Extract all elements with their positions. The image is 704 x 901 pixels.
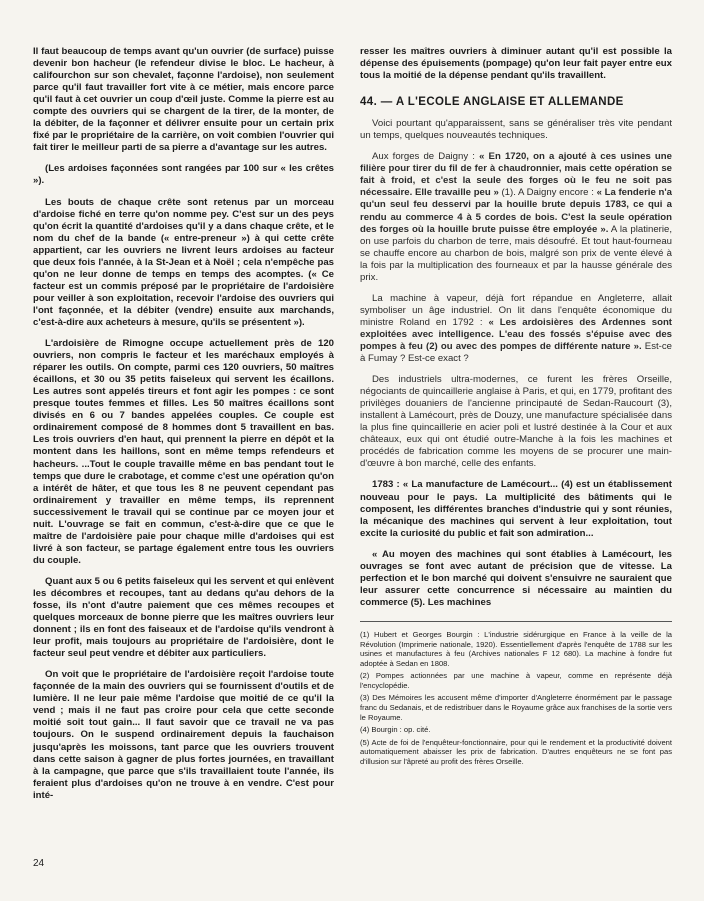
footnote: (5) Acte de foi de l'enquêteur-fonctionnaire, pour qui le rendement et la productivité doivent automatiquement abaisser les prix de fabrication. D'autres enquêteurs ne se font pas d'illusion sur l'âpreté au profit des frères Orseille.	[360, 737, 672, 767]
footnote: (1) Hubert et Georges Bourgin : L'industrie sidérurgique en France à la veille de la Révolution (Imprimerie nationale, 1920). Essentiellement d'après l'enquête de 1788 sur les usines et manufactures à feu (Archives nationales F 12 680). La machine à fondre fut adoptée à Sedan en 1808.	[360, 629, 672, 668]
paragraph: 1783 : « La manufacture de Lamécourt... (4) est un établissement nouveau pour le pays. La multiplicité des bâtiments qui le composent, les différentes branches d'industrie qui y sont réunies, la mécanique des machines qui servent à leur exploitation, tout excite la curiosité du public et fait son admiration...	[360, 479, 672, 539]
paragraph: resser les maîtres ouvriers à diminuer autant qu'il est possible la dépense des épuisements (pompage) qu'on leur fait payer entre eux tous la moitié de la dépense pendant qu'ils travaillent.	[360, 46, 672, 82]
text-run: La machine à vapeur, déjà fort répandue en Angleterre, allait symboliser un âge industriel. On lit dans l'enquête économique du ministre Roland en 1792 :	[360, 292, 672, 328]
quote: « Les ardoisières des Ardennes sont exploitées avec intelligence. L'eau des fossés s'épuise avec des pompes à feu (2) ou avec des pompes de différente nature ».	[360, 316, 672, 352]
paragraph: Il faut beaucoup de temps avant qu'un ouvrier (de surface) puisse devenir bon hacheur (le refendeur divise le bloc. Le hacheur, à califourchon sur son chevalet, façonne l'ardoise), non seulement parce qu'il faut travailler fort vite à ce métier, mais encore parce qu'il faut à cet ouvrier un coup d'œil juste. Comme la pierre est au compte des ouvriers qui se chargent de la tirer, de la monter, de la débiter, de la façonner et délivrer ensuite pour un certain prix fixé par le propriétaire de la carrière, on voit combien l'ouvrier qui fait tirer le meilleur parti de sa pierre a d'avantage sur les autres.	[33, 46, 334, 154]
paragraph	[360, 293, 672, 365]
paragraph: (Les ardoises façonnées sont rangées par 100 sur « les crêtes »).	[33, 163, 334, 187]
paragraph: Quant aux 5 ou 6 petits faiseleux qui les servent et qui enlèvent les décombres et recoupes, tant au dedans qu'au dehors de la fosse, ils n'ont d'autre paiement que ces mêmes recoupes et quelques morceaux de bonne pierre que les maîtres ouvriers leur donnent ; ils en font des faiseaux et de l'ardoise qu'ils vendront à leur profit, mais toujours au propriétaire de l'ardoisière, dont le facteur seul peut vendre et débiter aux particuliers.	[33, 575, 334, 660]
page-number: 24	[33, 858, 45, 869]
paragraph: Les bouts de chaque crête sont retenus par un morceau d'ardoise fiché en terre qu'on nomme pey. C'est sur un des peys qu'on écrit la quantité d'ardoises qu'il y a dans chaque crête, et le nom du chef de la bande (« entre-preneur ») à qui cette crête appartient, car les ouvriers ne livrent leurs ardoises au facteur que deux fois l'année, à la St-Jean et à Noël ; cela n'empêche pas qu'on ne leur donne de temps en temps des acomptes. (« Ce facteur est un commis préposé par le propriétaire de l'ardoisière pour veiller à son exploitation, recevoir l'ardoise des ouvriers qui l'ont façonnée, et la débiter (vendre) ensuite aux marchands, c'est-à-dire aux acheteurs à mesure, qu'ils se présentent »).	[33, 196, 334, 328]
footnote: (3) Des Mémoires les accusent même d'importer d'Angleterre énormément par le passage franc du Sedanais, et de redistribuer dans le Royaume grâce aux franchises de la sortie vers le Royaume.	[360, 693, 672, 722]
right-column	[360, 46, 672, 770]
footnote: (2) Pompes actionnées par une machine à vapeur, comme en représente déjà l'encyclopédie.	[360, 671, 672, 690]
paragraph: « Au moyen des machines qui sont établies à Lamécourt, les ouvrages se font avec autant de précision que de vitesse. La perfection et le bon marché qui doivent s'ensuivre ne sauraient que leur assurer cette concurrence si nécessaire au maintien du commerce (5). Les machines	[360, 548, 672, 608]
quote: « En 1720, on a ajouté à ces usines une filière pour tirer du fil de fer à chaudronnier, mais cette opération se fait à froid, et c'est la seule des forges où le feu ne soit pas nécessaire. Elle travaille peu »	[360, 151, 672, 199]
left-column	[33, 46, 334, 811]
paragraph: Des industriels ultra-modernes, ce furent les frères Orseille, négociants de quincaillerie anglaise à Paris, et qui, en 1779, profitant des privilèges douaniers de l'ancienne principauté de Sedan-Raucourt (3), installent à Lamécourt, près de Douzy, une manufacture spécialisée dans la plus fine quincaillerie en acier poli et lustré destinée à la Cour et aux châteaux, eux qui ont étudié outre-Manche à la fois les machines et procédés de fabrication comme les moyens de se procurer une main-d'œuvre à bon marché, celle des enfants.	[360, 374, 672, 470]
section-heading: 44. — A L'ECOLE ANGLAISE ET ALLEMANDE	[360, 96, 624, 109]
footnote: (4) Bourgin : op. cité.	[360, 725, 431, 735]
footnotes	[360, 621, 672, 767]
text-run: A la platinerie, on use parfois du charbon de terre, mais désoufré. Et tout haut-fourneau se chauffe encore au charbon de bois, malgré son prix de vente élevé à la fois par la multiplication des fourneaux et par la hausse générale des prix.	[360, 223, 672, 283]
text-run: Est-ce à Fumay ? Est-ce exact ?	[360, 340, 672, 365]
paragraph: L'ardoisière de Rimogne occupe actuellement près de 120 ouvriers, non compris le facteur et les maréchaux employés à réparer les outils. On compte, parmi ces 120 ouvriers, 50 maîtres écaillons, et 30 ou 35 petits faiseleux qui servent les écaillons. Les autres sont appelés tireurs et font agir les pompes : ce sont presque toutes femmes et filles. Les 50 maîtres écaillons sont divisés en 6 ou 7 bandes appelées couples. Ce couple est ordinairement composé de 8 hommes dont 5 travaillent en bas. Les trois ouvriers d'en haut, qui prennent la pierre en dépôt et la montent dans les haillons, sont en même temps refendeurs et hacheurs. ...Tout le couple travaille même en bas pendant tout le temps que dure le crabotage, et comme c'est une opération qu'on a intérêt de hâter, et que tous les 8 ne peuvent cependant pas ordinairement y travailler en même temps, ils reprennent successivement le travail qui se continue par ce moyen jour et nuit. L'ouvrage se fait en commun, c'est-à-dire que ce que le maître de l'ardoisière paie pour chaque mille d'ardoises qui est livré à son facteur, se partage également entre tous les ouvriers du couple.	[33, 338, 334, 566]
text-run: Aux forges de Daigny :	[372, 151, 475, 163]
quote: « La fenderie n'a qu'un seul feu desservi par la houille brute depuis 1783, ce qui a rendu au commerce 4 à 5 cordes de bois. C'est la seule opération des forges où la houille brute puisse être employée ».	[360, 187, 672, 235]
paragraph: Voici pourtant qu'apparaissent, sans se généraliser très vite pendant un temps, quelques nouveautés techniques.	[360, 118, 672, 142]
paragraph: On voit que le propriétaire de l'ardoisière reçoit l'ardoise toute façonnée de la main des ouvriers qui se fournissent d'outils et de lumière. Il ne leur paie même l'ardoise que moitié de ce qu'il la vend ; mais il ne faut pas croire pour cela que cette seconde moitié soit tout gain... Il faut savoir que ce travail ne va pas toujours. On le suspend ordinairement depuis la fauchaison jusqu'après les moissons, tant parce que les ouvriers trouvent dans cette saison à gagner de plus fortes journées, en travaillant à la campagne, que parce que s'ils travaillaient toute l'année, ils feraient plus d'ardoises qu'on ne trouve à en vendre. C'est pour inté-	[33, 669, 334, 801]
text-run: (1). A Daigny encore :	[501, 187, 594, 199]
paragraph	[360, 151, 672, 284]
